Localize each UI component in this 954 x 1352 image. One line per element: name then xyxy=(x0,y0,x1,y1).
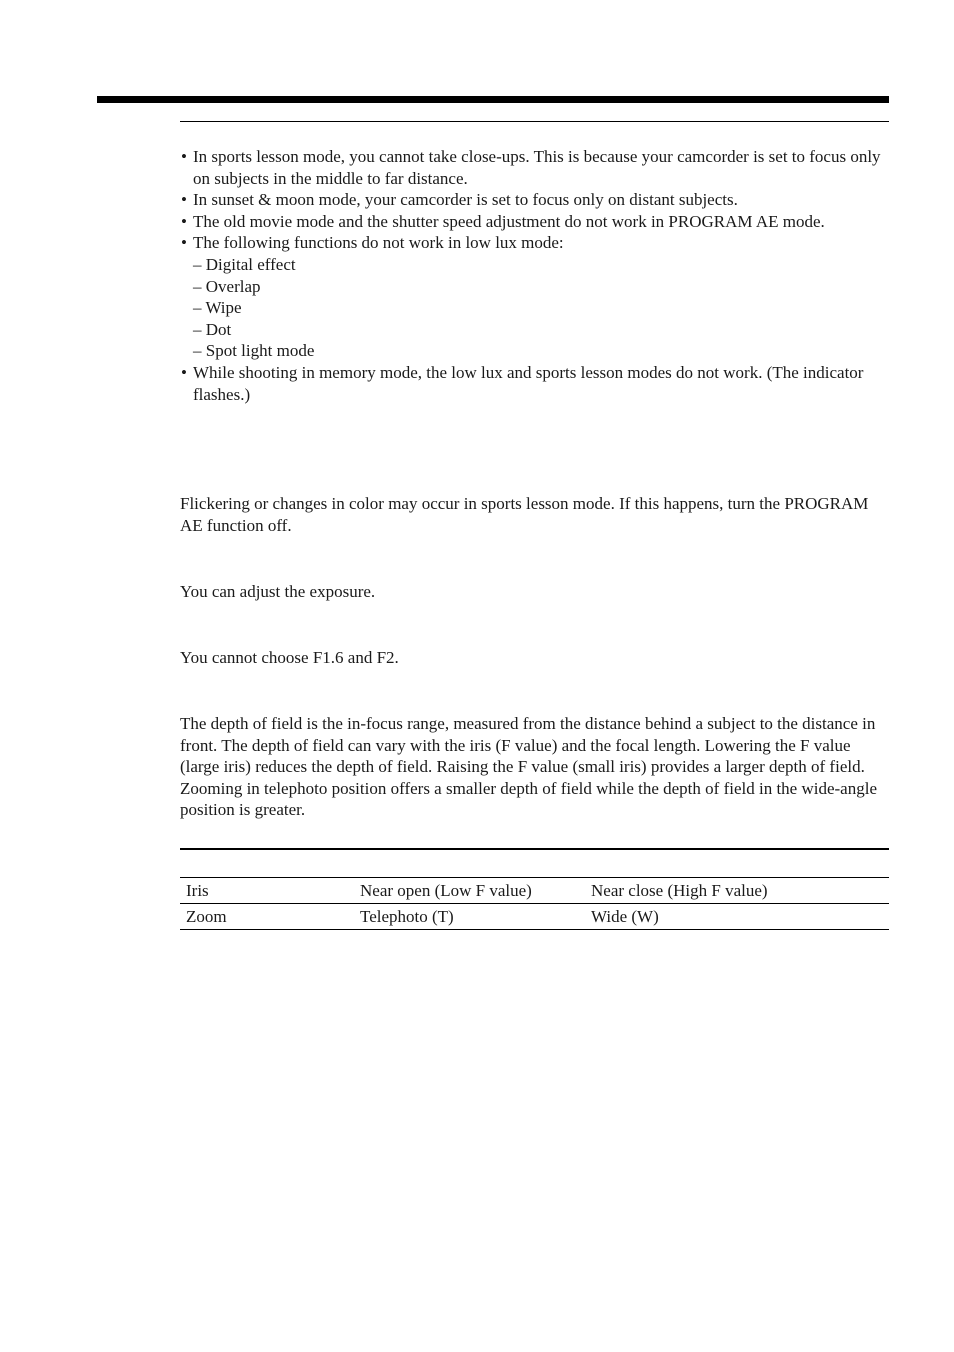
exposure-paragraph: You can adjust the exposure. xyxy=(180,582,376,601)
bullet-icon: • xyxy=(181,362,187,382)
list-item xyxy=(180,211,889,233)
f-values-paragraph: You cannot choose F1.6 and F2. xyxy=(180,648,399,667)
notes-list xyxy=(180,146,889,405)
list-item xyxy=(180,232,889,362)
table-cell: Near close (High F value) xyxy=(585,878,889,904)
table-row xyxy=(180,904,889,930)
header-thin-rule xyxy=(180,121,889,122)
sub-list-item: – Spot light mode xyxy=(193,341,315,361)
list-item-text: In sunset & moon mode, your camcorder is set to focus only on distant subjects. xyxy=(193,190,738,210)
sub-list-item: – Dot xyxy=(193,319,232,339)
table-cell-label: Zoom xyxy=(180,904,354,930)
bullet-icon: • xyxy=(181,190,187,210)
list-item-text: The following functions do not work in low lux mode: xyxy=(193,233,564,253)
table-cell: Telephoto (T) xyxy=(354,904,585,930)
list-item-text: While shooting in memory mode, the low lux and sports lesson modes do not work. (The indicator flashes.) xyxy=(193,362,864,404)
list-item xyxy=(180,146,889,189)
list-item-text: In sports lesson mode, you cannot take close-ups. This is because your camcorder is set to focus only on subjects in the middle to far distance. xyxy=(193,147,881,188)
depth-of-field-table xyxy=(180,877,889,930)
low-lux-functions-list xyxy=(193,254,889,362)
list-item-text: The old movie mode and the shutter speed adjustment do not work in PROGRAM AE mode. xyxy=(193,211,825,231)
table-cell: Near open (Low F value) xyxy=(354,878,585,904)
bullet-icon: • xyxy=(181,233,187,253)
bullet-icon: • xyxy=(181,147,187,166)
flicker-paragraph: Flickering or changes in color may occur in sports lesson mode. If this happens, turn the PROGRAM AE function off. xyxy=(180,494,869,535)
list-item xyxy=(180,362,889,405)
header-thick-rule xyxy=(97,96,889,103)
page-content xyxy=(180,146,889,820)
sub-list-item: – Digital effect xyxy=(193,254,296,274)
table-cell-label: Iris xyxy=(180,878,354,904)
table-cell: Wide (W) xyxy=(585,904,889,930)
bullet-icon: • xyxy=(181,211,187,231)
depth-of-field-paragraph: The depth of field is the in-focus range, measured from the distance behind a subject to the distance in front. The depth of field can vary with the iris (F value) and the focal length. Lowering the F value (large iris) reduces the depth of field. Raising the F value (small iris) provides a larger depth of field. Zooming in telephoto position offers a smaller depth of field while the depth of field in the wide-angle position is greater. xyxy=(180,714,877,820)
list-item xyxy=(180,189,889,211)
table-heading-rule xyxy=(180,848,889,850)
table-row xyxy=(180,878,889,904)
sub-list-item: – Overlap xyxy=(193,276,261,296)
sub-list-item: – Wipe xyxy=(193,298,242,318)
